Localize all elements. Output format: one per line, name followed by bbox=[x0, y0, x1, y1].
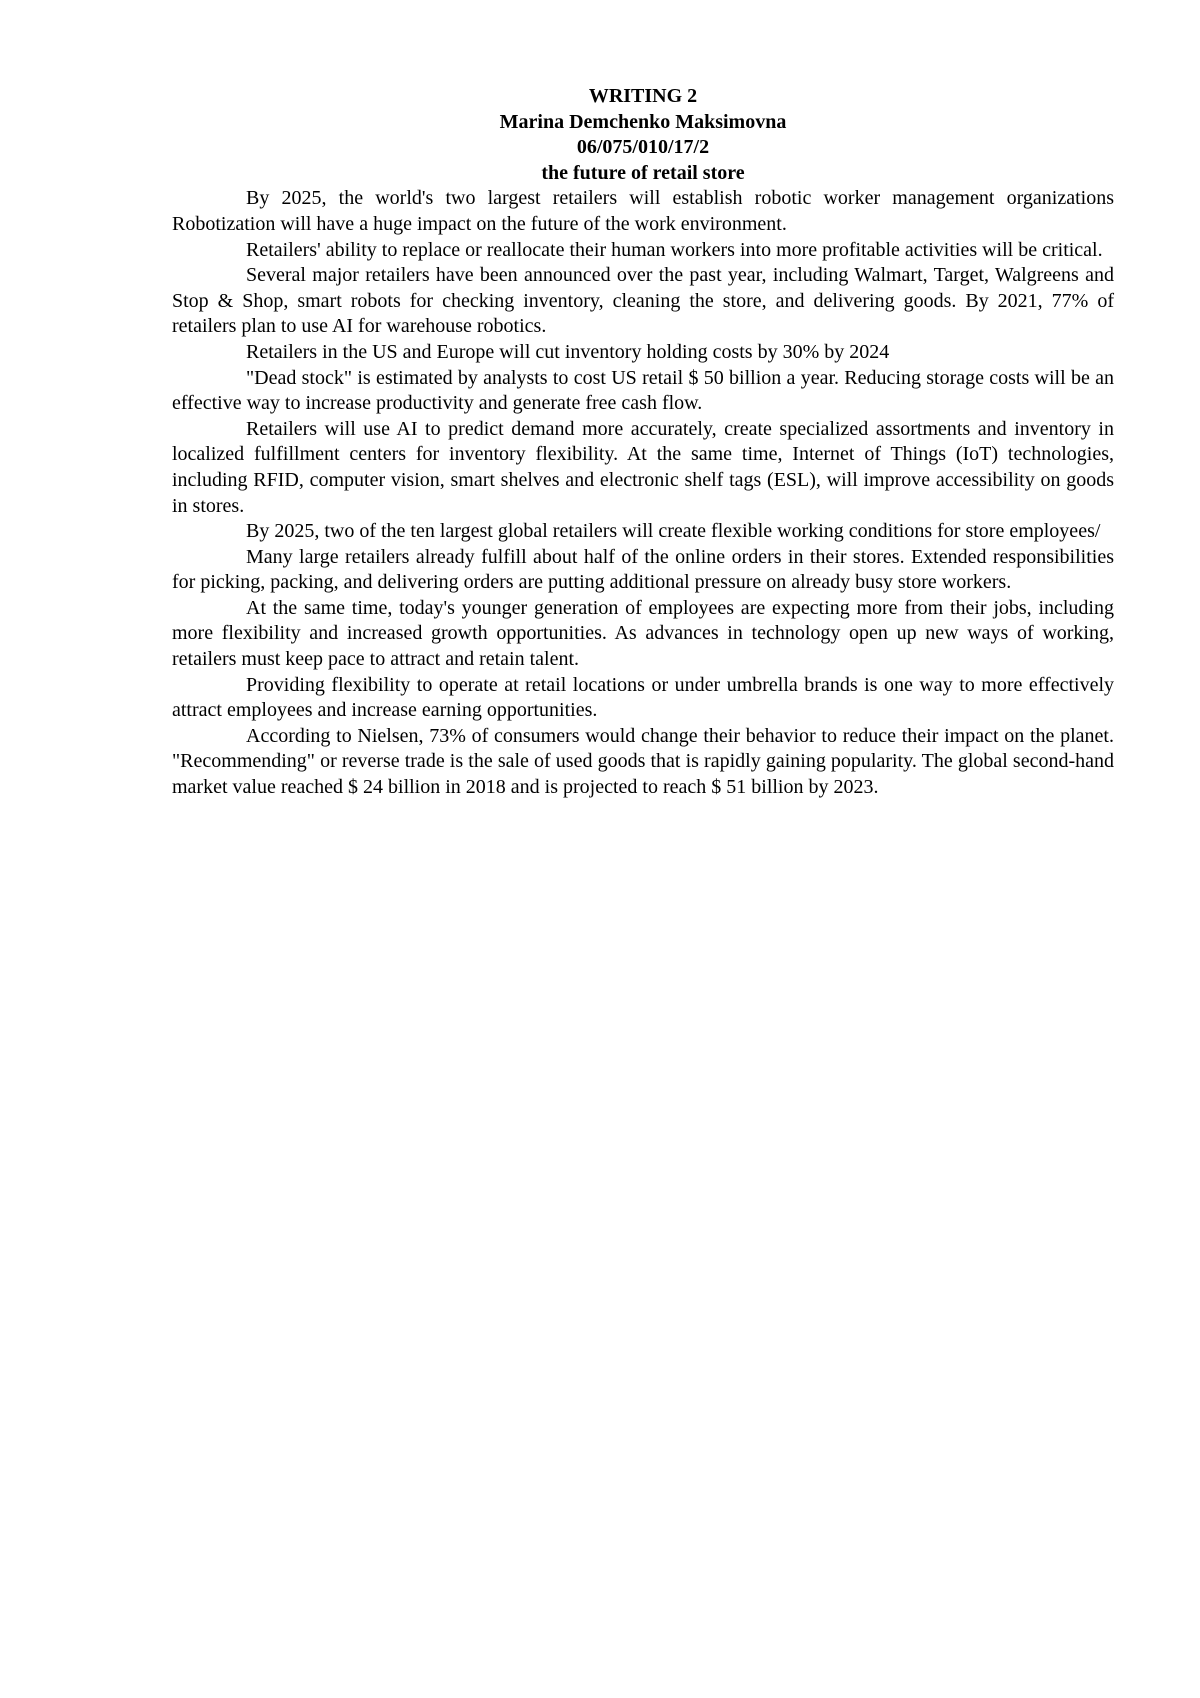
paragraph: Retailers in the US and Europe will cut inventory holding costs by 30% by 2024 bbox=[246, 340, 890, 363]
paragraph: According to Nielsen, 73% of consumers would change their behavior to reduce their impact on the planet. "Recommending" or reverse trade is the sale of used goods that is rapidly gaining popularity. The global second-hand market value reached $ 24 billion in 2018 and is projected to reach $ 51 billion by 2023. bbox=[172, 724, 1114, 799]
student-id: 06/075/010/17/2 bbox=[576, 136, 710, 159]
document-body bbox=[172, 84, 1114, 801]
paragraph: Retailers' ability to replace or reallocate their human workers into more profitable activities will be critical. bbox=[246, 238, 1103, 261]
paragraph: Several major retailers have been announced over the past year, including Walmart, Target, Walgreens and Stop & Shop, smart robots for checking inventory, cleaning the store, and delivering goods. By 2021, 77% of retailers plan to use AI for warehouse robotics. bbox=[172, 264, 1114, 338]
document-title: WRITING 2 bbox=[588, 85, 698, 107]
paragraph: By 2025, the world's two largest retailers will establish robotic worker management organizations Robotization will have a huge impact on the future of the work environment. bbox=[172, 187, 1114, 235]
paragraph: "Dead stock" is estimated by analysts to cost US retail $ 50 billion a year. Reducing storage costs will be an effective way to increase productivity and generate free cash flow. bbox=[172, 366, 1114, 415]
paragraph: At the same time, today's younger generation of employees are expecting more from their jobs, including more flexibility and increased growth opportunities. As advances in technology open up new ways of working, retailers must keep pace to attract and retain talent. bbox=[172, 596, 1114, 671]
author-name: Marina Demchenko Maksimovna bbox=[499, 110, 787, 133]
paragraph: Providing flexibility to operate at retail locations or under umbrella brands is one way to more effectively attract employees and increase earning opportunities. bbox=[172, 673, 1114, 722]
paragraph: By 2025, two of the ten largest global retailers will create flexible working conditions for store employees/ bbox=[246, 520, 1101, 543]
paragraph: Many large retailers already fulfill about half of the online orders in their stores. Extended responsibilities for picking, packing, and delivering orders are putting additional pressure on already busy store workers. bbox=[172, 545, 1114, 594]
essay-topic: the future of retail store bbox=[541, 161, 745, 184]
paragraph: Retailers will use AI to predict demand more accurately, create specialized assortments and inventory in localized fulfillment centers for inventory flexibility. At the same time, Internet of Things (IoT) technologies, including RFID, computer vision, smart shelves and electronic shelf tags (ESL), will improve accessibility on goods in stores. bbox=[172, 417, 1114, 517]
